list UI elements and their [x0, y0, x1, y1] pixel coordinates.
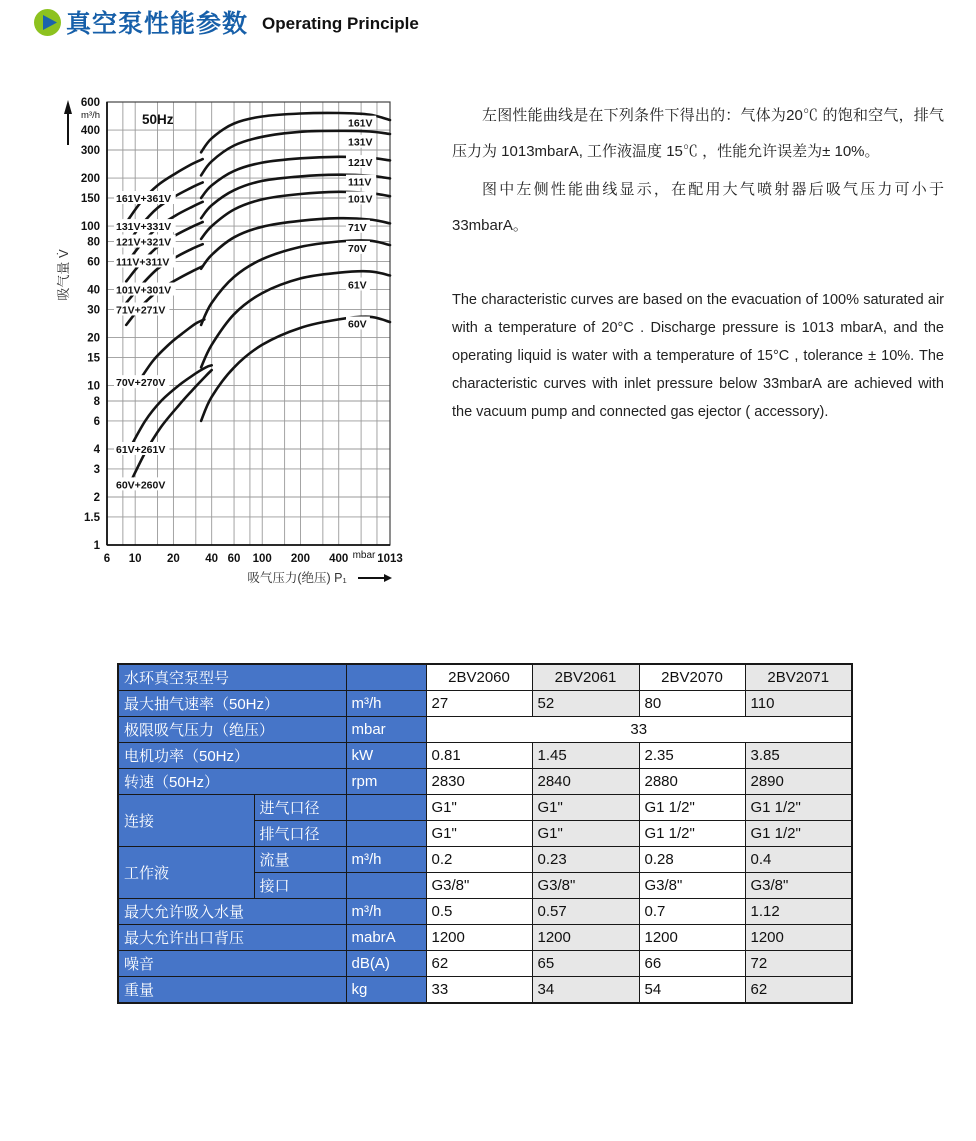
- y-tick-label: 600: [80, 97, 100, 109]
- spec-value-cell: 110: [745, 691, 852, 717]
- spec-unit-cell: kW: [346, 743, 426, 769]
- y-tick-label: 40: [87, 284, 100, 297]
- spec-value-cell: 2840: [532, 769, 639, 795]
- spec-sublabel-cell: 接口: [254, 873, 346, 899]
- spec-value-cell: 0.5: [426, 899, 532, 925]
- spec-model-header: 2BV2060: [426, 664, 532, 691]
- description-zh-paragraph: 左图性能曲线是在下列条件下得出的：气体为20℃ 的饱和空气，排气压力为 1013mbarA, 工作液温度 15℃ ，性能允许误差为± 10%。: [452, 107, 944, 160]
- curve-label: 61V: [348, 279, 367, 292]
- spec-value-cell: G1 1/2": [745, 795, 852, 821]
- spec-value-cell: 66: [639, 951, 745, 977]
- curve-label: 71V: [348, 221, 367, 234]
- spec-value-cell: G1 1/2": [639, 821, 745, 847]
- page-subtitle: Operating Principle: [262, 13, 419, 33]
- spec-value-cell: 27: [426, 691, 532, 717]
- curve-label: 61V+261V: [116, 443, 166, 456]
- spec-unit-cell: [346, 873, 426, 899]
- curve-label: 121V+321V: [116, 236, 172, 249]
- curve-label: 161V+361V: [116, 193, 172, 206]
- spec-value-cell: 0.81: [426, 743, 532, 769]
- spec-sublabel-cell: 流量: [254, 847, 346, 873]
- x-tick-label: 10: [128, 553, 142, 565]
- spec-value-cell: 33: [426, 717, 852, 743]
- y-tick-label: 8: [93, 395, 100, 408]
- table-row: [118, 899, 852, 925]
- y-tick-label: 150: [80, 193, 100, 206]
- spec-value-cell: 0.4: [745, 847, 852, 873]
- spec-value-cell: 2890: [745, 769, 852, 795]
- page-header: [34, 4, 419, 40]
- spec-group-cell: 工作液: [118, 847, 254, 899]
- x-tick-label: 400: [329, 553, 349, 565]
- spec-value-cell: 54: [639, 977, 745, 1004]
- spec-value-cell: G1": [426, 821, 532, 847]
- spec-value-cell: 0.2: [426, 847, 532, 873]
- spec-unit-cell: m³/h: [346, 691, 426, 717]
- spec-value-cell: G1 1/2": [745, 821, 852, 847]
- spec-unit-cell: m³/h: [346, 847, 426, 873]
- curve-label: 71V+271V: [116, 304, 166, 317]
- table-row: [118, 951, 852, 977]
- spec-value-cell: 34: [532, 977, 639, 1004]
- spec-value-cell: 0.28: [639, 847, 745, 873]
- spec-unit-cell: [346, 821, 426, 847]
- spec-label-cell: 电机功率（50Hz）: [118, 743, 346, 769]
- spec-value-cell: G1": [532, 821, 639, 847]
- spec-value-cell: 1200: [745, 925, 852, 951]
- spec-sublabel-cell: 排气口径: [254, 821, 346, 847]
- spec-model-header: 2BV2070: [639, 664, 745, 691]
- spec-group-cell: 连接: [118, 795, 254, 847]
- spec-unit-cell: [346, 664, 426, 691]
- x-tick-label: 60: [227, 553, 241, 565]
- table-row: [118, 664, 852, 691]
- y-tick-label: 3: [93, 463, 100, 476]
- y-axis-arrowhead: [64, 100, 72, 114]
- spec-value-cell: 2.35: [639, 743, 745, 769]
- spec-unit-cell: rpm: [346, 769, 426, 795]
- spec-value-cell: G1": [532, 795, 639, 821]
- x-unit-label: mbar: [352, 550, 376, 561]
- spec-value-cell: G3/8": [745, 873, 852, 899]
- x-tick-label: 1013: [377, 553, 403, 565]
- spec-unit-cell: [346, 795, 426, 821]
- spec-label-cell: 转速（50Hz）: [118, 769, 346, 795]
- spec-value-cell: 1200: [426, 925, 532, 951]
- description-zh-paragraph: 图中左侧性能曲线显示，在配用大气喷射器后吸气压力可小于33mbarA。: [452, 181, 944, 234]
- curve-label: 111V: [348, 176, 372, 189]
- curve-label: 60V+260V: [116, 479, 166, 492]
- y-tick-label: 15: [87, 352, 100, 365]
- spec-value-cell: 1.12: [745, 899, 852, 925]
- section-bullet-icon: [34, 9, 61, 36]
- curve-label: 101V+301V: [116, 284, 172, 297]
- table-row: [118, 769, 852, 795]
- spec-label-cell: 最大允许吸入水量: [118, 899, 346, 925]
- y-tick-label: 300: [80, 145, 100, 158]
- spec-label-cell: 重量: [118, 977, 346, 1004]
- x-tick-label: 200: [290, 553, 311, 565]
- x-tick-label: 20: [167, 553, 180, 565]
- x-axis-title: 吸气压力(绝压) P₁: [247, 571, 347, 585]
- spec-value-cell: 62: [426, 951, 532, 977]
- spec-value-cell: 52: [532, 691, 639, 717]
- spec-value-cell: 65: [532, 951, 639, 977]
- spec-value-cell: 1200: [639, 925, 745, 951]
- y-tick-label: 200: [80, 173, 100, 186]
- y-tick-label: 100: [80, 221, 100, 234]
- spec-value-cell: 33: [426, 977, 532, 1004]
- y-tick-label: 10: [87, 380, 100, 393]
- y-axis-title: 吸气量 V̇: [56, 249, 71, 301]
- curve-label: 111V+311V: [116, 256, 170, 269]
- table-row: [118, 847, 852, 873]
- spec-value-cell: 2830: [426, 769, 532, 795]
- y-tick-label: 1.5: [84, 511, 100, 524]
- spec-value-cell: 3.85: [745, 743, 852, 769]
- x-tick-label: 100: [252, 553, 272, 565]
- spec-value-cell: 62: [745, 977, 852, 1004]
- page-title: 真空泵性能参数: [66, 10, 249, 38]
- frequency-label: 50Hz: [142, 112, 174, 127]
- y-tick-label: 4: [93, 443, 100, 456]
- y-tick-label: 2: [93, 491, 100, 504]
- spec-unit-cell: dB(A): [346, 951, 426, 977]
- y-tick-label: 30: [87, 304, 100, 317]
- table-row: [118, 925, 852, 951]
- curve-70V+270V: [140, 319, 204, 379]
- description-en-paragraph: The characteristic curves are based on the evacuation of 100% saturated air with a temperature of 20°C . Discharge pressure is 1013 mbarA, and the operating liquid is water with a temperature of 15°C , tolerance ± 10%. The characteristic curves with inlet pressure below 33mbarA are achieved with the vacuum pump and connected gas ejector ( accessory).: [452, 292, 944, 420]
- table-row: [118, 691, 852, 717]
- curve-60V: [201, 317, 390, 421]
- spec-sublabel-cell: 进气口径: [254, 795, 346, 821]
- curve-label: 70V: [348, 242, 367, 255]
- spec-value-cell: G3/8": [426, 873, 532, 899]
- y-tick-label: 60: [87, 256, 100, 269]
- spec-label-cell: 极限吸气压力（绝压）: [118, 717, 346, 743]
- spec-value-cell: 2880: [639, 769, 745, 795]
- performance-chart: [52, 90, 452, 602]
- spec-label-cell: 最大允许出口背压: [118, 925, 346, 951]
- table-row: [118, 717, 852, 743]
- spec-value-cell: G1 1/2": [639, 795, 745, 821]
- spec-model-header: 2BV2071: [745, 664, 852, 691]
- curve-label: 161V: [348, 117, 373, 130]
- spec-unit-cell: mabrA: [346, 925, 426, 951]
- spec-unit-cell: mbar: [346, 717, 426, 743]
- y-tick-label: 80: [87, 236, 100, 249]
- table-row: [118, 743, 852, 769]
- x-axis-arrowhead: [384, 574, 392, 582]
- spec-label-cell: 水环真空泵型号: [118, 664, 346, 691]
- spec-value-cell: G1": [426, 795, 532, 821]
- spec-value-cell: 80: [639, 691, 745, 717]
- spec-value-cell: G3/8": [532, 873, 639, 899]
- description-zh: [452, 98, 944, 244]
- curve-label: 131V+331V: [116, 221, 172, 234]
- spec-value-cell: 1200: [532, 925, 639, 951]
- spec-unit-cell: kg: [346, 977, 426, 1004]
- table-row: [118, 795, 852, 821]
- y-tick-label: 6: [93, 415, 100, 428]
- y-tick-label: 1: [93, 540, 100, 552]
- performance-chart-svg: [52, 90, 452, 602]
- spec-value-cell: G3/8": [639, 873, 745, 899]
- spec-label-cell: 噪音: [118, 951, 346, 977]
- x-tick-label: 40: [205, 553, 219, 565]
- description-en: [452, 286, 944, 426]
- x-tick-label: 6: [103, 553, 111, 565]
- curve-label: 131V: [348, 136, 373, 149]
- spec-value-cell: 0.57: [532, 899, 639, 925]
- spec-table: [117, 663, 853, 1004]
- y-tick-label: 20: [87, 332, 100, 345]
- curve-label: 101V: [348, 193, 373, 206]
- table-row: [118, 977, 852, 1004]
- curve-label: 60V: [348, 318, 367, 331]
- spec-value-cell: 0.7: [639, 899, 745, 925]
- spec-value-cell: 1.45: [532, 743, 639, 769]
- curve-label: 70V+270V: [116, 377, 166, 390]
- spec-label-cell: 最大抽气速率（50Hz）: [118, 691, 346, 717]
- spec-unit-cell: m³/h: [346, 899, 426, 925]
- curve-label: 121V: [348, 157, 373, 170]
- spec-model-header: 2BV2061: [532, 664, 639, 691]
- y-tick-label: 400: [80, 125, 100, 138]
- y-unit-label: m³/h: [81, 110, 100, 121]
- spec-value-cell: 0.23: [532, 847, 639, 873]
- spec-value-cell: 72: [745, 951, 852, 977]
- curve-161V+361V: [126, 159, 203, 223]
